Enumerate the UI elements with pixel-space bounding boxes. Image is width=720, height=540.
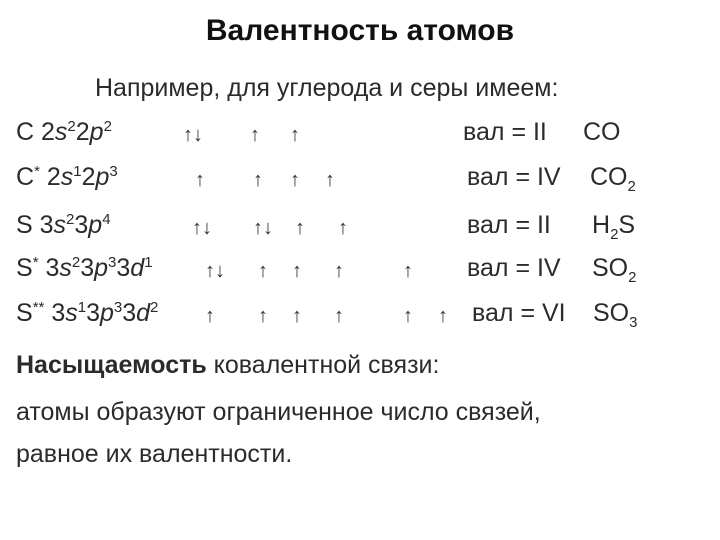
- spin-arrow: ↑: [403, 305, 413, 327]
- spin-arrow: ↑: [195, 169, 205, 191]
- element-config: [16, 211, 111, 240]
- electron-count: 3: [113, 299, 123, 316]
- compound-formula: $CO_2$: [590, 163, 636, 195]
- element-config: [16, 118, 112, 147]
- element-symbol: C: [16, 118, 35, 146]
- electron-count: 2: [67, 118, 76, 135]
- element-symbol: S: [16, 299, 33, 327]
- config-row: [0, 118, 720, 158]
- valence-label: вал = IV: [467, 254, 561, 282]
- note-bold-term: Насыщаемость: [16, 351, 207, 379]
- formula-subscript: 2: [628, 269, 637, 286]
- orbital-letter: s: [53, 211, 67, 239]
- config-row: [0, 163, 720, 203]
- note-line-3: равное их валентности.: [16, 440, 293, 468]
- orbital-letter: p: [94, 254, 109, 282]
- config-row: [0, 299, 720, 339]
- orbital-term: $2p^3$: [81, 163, 118, 191]
- compound-formula: $SO_3$: [593, 299, 638, 331]
- valence-label: вал = II: [467, 211, 551, 239]
- orbital-letter: s: [60, 163, 74, 191]
- electron-count: 1: [144, 254, 153, 271]
- note-line-1-rest: ковалентной связи:: [206, 351, 440, 379]
- spin-arrow: ↑: [325, 169, 335, 191]
- excited-state-mark: *: [34, 163, 40, 180]
- spin-arrow: ↑: [292, 260, 302, 282]
- spin-arrow: ↑↓: [253, 217, 273, 239]
- compound-formula: CO: [583, 118, 621, 146]
- spin-arrow: ↑: [290, 169, 300, 191]
- element-config: [16, 254, 153, 283]
- valence-label: вал = II: [463, 118, 547, 146]
- orbital-term: $3s^2$: [39, 211, 75, 239]
- spin-arrow: ↑↓: [205, 260, 225, 282]
- orbital-letter: p: [99, 299, 114, 327]
- orbital-letter: p: [88, 211, 103, 239]
- orbital-term: $3s^1$: [51, 299, 87, 327]
- electron-count: 1: [77, 299, 87, 316]
- compound-formula: $SO_2$: [592, 254, 637, 286]
- electron-count: 2: [71, 254, 81, 271]
- spin-arrow: ↑↓: [192, 217, 212, 239]
- orbital-term: $3p^3$: [80, 254, 117, 282]
- valence-label: вал = IV: [467, 163, 561, 191]
- spin-arrow: ↑: [338, 217, 348, 239]
- electron-count: 3: [108, 254, 117, 271]
- element-symbol: S: [16, 254, 33, 282]
- formula-subscript: 2: [610, 226, 619, 243]
- spin-arrow: ↑: [438, 305, 448, 327]
- orbital-term: $2p^2$: [75, 118, 112, 146]
- orbital-term: $3p^4$: [74, 211, 111, 239]
- config-row: [0, 211, 720, 251]
- formula-subscript: 2: [627, 178, 636, 195]
- spin-arrow: ↑: [334, 260, 344, 282]
- orbital-term: $3d^1$: [116, 254, 153, 282]
- intro-text: Например, для углерода и серы имеем:: [95, 74, 559, 102]
- spin-arrow: ↑↓: [183, 124, 203, 146]
- electron-count: 2: [66, 211, 75, 228]
- orbital-term: $2s^1$: [46, 163, 82, 191]
- spin-arrow: ↑: [258, 305, 268, 327]
- note-line-2: атомы образуют ограниченное число связей,: [16, 398, 541, 426]
- excited-state-mark: *: [32, 254, 39, 271]
- orbital-letter: s: [54, 118, 68, 146]
- valence-label: вал = VI: [472, 299, 566, 327]
- note-line-1: [16, 351, 439, 380]
- config-row: [0, 254, 720, 294]
- orbital-letter: s: [59, 254, 72, 282]
- orbital-letter: p: [95, 163, 110, 191]
- compound-formula: $H_2S$: [592, 211, 636, 243]
- spin-arrow: ↑: [334, 305, 344, 327]
- page-title: Валентность атомов: [205, 14, 515, 47]
- element-symbol: C: [16, 163, 35, 191]
- electron-count: 1: [73, 163, 82, 180]
- orbital-term: $2s^2$: [41, 118, 76, 146]
- electron-count: 3: [109, 163, 118, 180]
- orbital-letter: d: [136, 299, 151, 327]
- element-config: [16, 163, 118, 192]
- formula-subscript: 3: [629, 314, 638, 331]
- spin-arrow: ↑: [292, 305, 302, 327]
- spin-arrow: ↑: [290, 124, 300, 146]
- orbital-term: $3s^2$: [45, 254, 81, 282]
- orbital-term: $3d^2$: [122, 299, 159, 327]
- element-symbol: S: [16, 211, 33, 239]
- spin-arrow: ↑: [250, 124, 260, 146]
- orbital-letter: s: [65, 299, 78, 327]
- orbital-letter: p: [89, 118, 104, 146]
- excited-state-mark: **: [32, 299, 45, 316]
- spin-arrow: ↑: [205, 305, 215, 327]
- spin-arrow: ↑: [253, 169, 263, 191]
- orbital-term: $3p^3$: [86, 299, 123, 327]
- spin-arrow: ↑: [258, 260, 268, 282]
- element-config: [16, 299, 158, 328]
- orbital-letter: d: [130, 254, 145, 282]
- electron-count: 4: [102, 211, 111, 228]
- electron-count: 2: [103, 118, 112, 135]
- electron-count: 2: [150, 299, 159, 316]
- spin-arrow: ↑: [295, 217, 305, 239]
- spin-arrow: ↑: [403, 260, 413, 282]
